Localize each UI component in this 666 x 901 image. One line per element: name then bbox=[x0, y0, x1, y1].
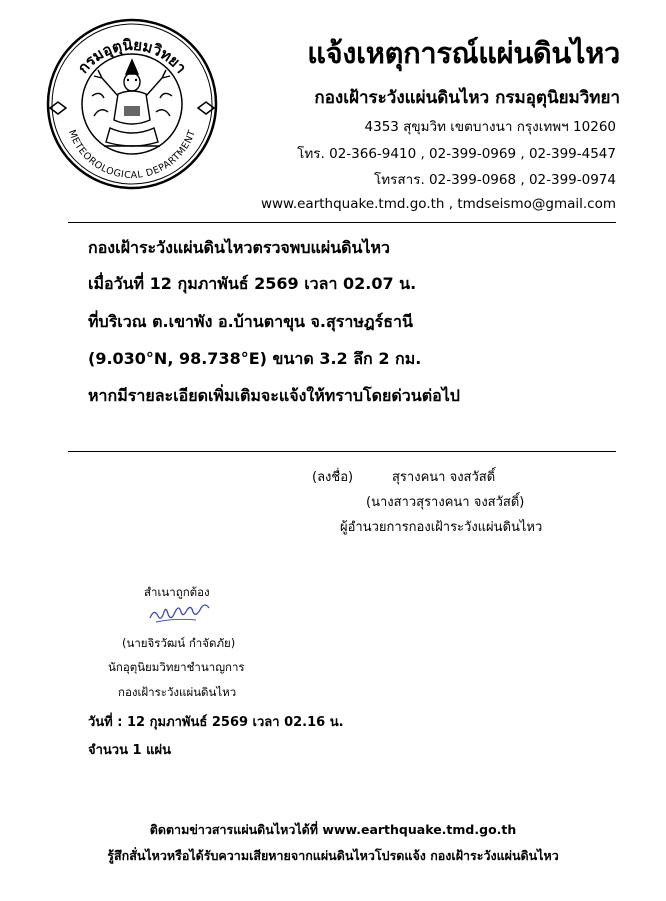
announcement-line-5: หากมีรายละเอียดเพิ่มเติมจะแจ้งให้ทราบโดยด่วนต่อไป bbox=[88, 386, 460, 405]
certified-copy-label: สำเนาถูกต้อง bbox=[144, 585, 210, 599]
issue-date: วันที่ : 12 กุมภาพันธ์ 2569 เวลา 02.16 น. bbox=[88, 715, 344, 730]
announcement-line-1: กองเฝ้าระวังแผ่นดินไหวตรวจพบแผ่นดินไหว bbox=[88, 238, 391, 257]
copy-certifier-division: กองเฝ้าระวังแผ่นดินไหว bbox=[118, 685, 237, 699]
logo-top-text: กรมอุตุนิยมวิทยา bbox=[73, 35, 191, 77]
fax-numbers: โทรสาร. 02-399-0968 , 02-399-0974 bbox=[373, 172, 616, 188]
signer-position: ผู้อำนวยการกองเฝ้าระวังแผ่นดินไหว bbox=[340, 520, 543, 535]
department-name: กองเฝ้าระวังแผ่นดินไหว กรมอุตุนิยมวิทยา bbox=[314, 88, 620, 108]
website-email: www.earthquake.tmd.go.th , tmdseismo@gmail.com bbox=[260, 196, 616, 212]
signature-label: (ลงชื่อ) bbox=[312, 470, 354, 485]
announcement-line-3: ที่บริเวณ ต.เขาพัง อ.บ้านตาขุน จ.สุราษฎร์ธานี bbox=[88, 312, 413, 331]
logo-seal-icon bbox=[44, 16, 220, 192]
copy-certifier-position: นักอุตุนิยมวิทยาชำนาญการ bbox=[108, 660, 245, 674]
footer-follow-news: ติดตามข่าวสารแผ่นดินไหวได้ที่ www.earthquake.tmd.go.th bbox=[149, 822, 517, 837]
footer-report-notice: รู้สึกสั่นไหวหรือได้รับความเสียหายจากแผ่นดินไหวโปรดแจ้ง กองเฝ้าระวังแผ่นดินไหว bbox=[107, 848, 559, 863]
announcement-line-4: (9.030°N, 98.738°E) ขนาด 3.2 ลึก 2 กม. bbox=[88, 349, 422, 368]
copy-certifier-name: (นายจิรวัฒน์ กำจัดภัย) bbox=[122, 636, 236, 650]
department-logo bbox=[44, 16, 220, 192]
page-title: แจ้งเหตุการณ์แผ่นดินไหว bbox=[307, 36, 620, 70]
announcement-line-2: เมื่อวันที่ 12 กุมภาพันธ์ 2569 เวลา 02.07 น. bbox=[88, 274, 417, 293]
signer-full-name: (นางสาวสุรางคนา จงสวัสดิ์) bbox=[366, 495, 525, 510]
logo-bottom-text: METEOROLOGICAL DEPARTMENT bbox=[65, 128, 199, 182]
address: 4353 สุขุมวิท เขตบางนา กรุงเทพฯ 10260 bbox=[364, 119, 616, 135]
signature-scribble-icon bbox=[146, 602, 220, 626]
announcement-divider bbox=[68, 451, 616, 452]
header-divider bbox=[68, 222, 616, 223]
page-count: จำนวน 1 แผ่น bbox=[88, 743, 171, 758]
phone-numbers: โทร. 02-366-9410 , 02-399-0969 , 02-399-4547 bbox=[297, 146, 616, 162]
handwritten-signature bbox=[146, 602, 220, 630]
signer-name: สุรางคนา จงสวัสดิ์ bbox=[392, 470, 496, 485]
